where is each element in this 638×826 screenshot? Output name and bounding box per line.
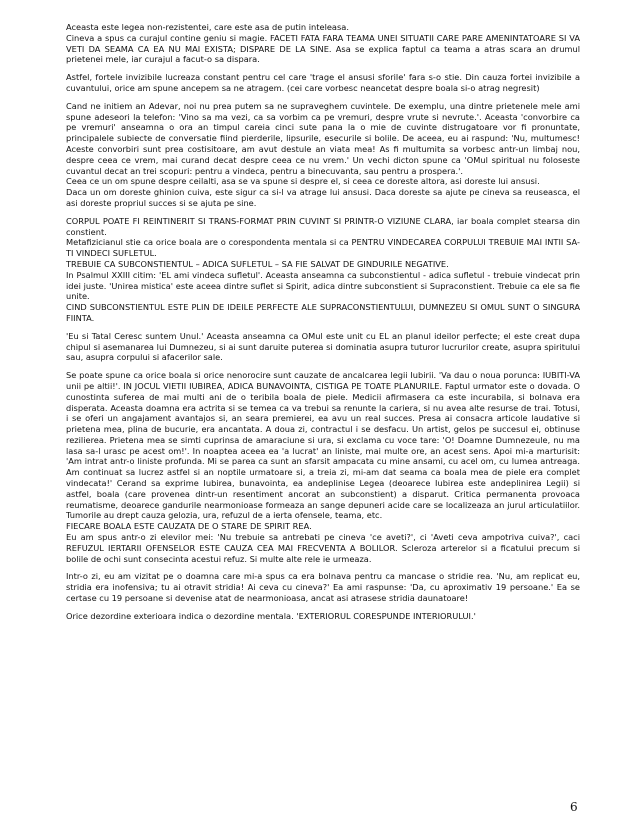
paragraph: CIND SUBCONSTIENTUL ESTE PLIN DE IDEILE PERFECTE ALE SUPRACONSTIENTULUI, DUMNEZEU SI OMUL SUNT O SINGURA FIINTA. bbox=[66, 302, 580, 323]
paragraph: Intr-o zi, eu am vizitat pe o doamna care mi-a spus ca era bolnava pentru ca mancase o stridie rea. 'Nu, am replicat eu, stridia era inofensiva; tu ai otravit stridia! Ai ceva cu cineva?' Ea ami raspunse: 'Da, cu aproximativ 19 persoane.' Ea se certase cu 19 persoane si devenise atat de nearmonioasa, ancat asi atrasese stridia daunatoare! bbox=[66, 571, 580, 604]
paragraph: CORPUL POATE FI REINTINERIT SI TRANS-FORMAT PRIN CUVINT SI PRINTR-O VIZIUNE CLARA, iar boala complet stearsa din constient. bbox=[66, 215, 580, 237]
paragraph: TREBUIE CA SUBCONSTIENTUL – ADICA SUFLETUL – SA FIE SALVAT DE GINDURILE NEGATIVE. bbox=[66, 258, 449, 269]
paragraph: Astfel, fortele invizibile lucreaza constant pentru cel care 'trage el ansusi sforile' fara s-o stie. Din cauza fortei invizibile a cuvantului, orice am spune ancepem sa ne atragem. (cei care vorbesc neancetat despre boala si-o atrag negresit) bbox=[66, 72, 580, 93]
document-body bbox=[66, 22, 580, 629]
paragraph: Cand ne initiem an Adevar, noi nu prea putem sa ne supraveghem cuvintele. De exemplu, una dintre prietenele mele ami spune adeseori la telefon: 'Vino sa ma vezi, ca sa vorbim ca pe vremuri, despre vrute si nevrute.'. Aceasta 'convorbire ca pe vremuri' anseamna o ora an timpul careia cinci sute pana la o mie de cuvinte distrugatoare vor fi pronuntate, principalele subiecte de conversatie fiind pierderile, lipsurile, esecurile si bolile. De aceea, eu ai raspund: 'Nu, multumesc! Aceste convorbiri sunt prea costisitoare, am avut destule an viata mea! As fi multumita sa vorbesc antr-un limbaj nou, despre ceea ce vrem, mai curand decat despre ceea ce nu vrem.' Un vechi dicton spune ca 'OMul spiritual nu foloseste cuvantul decat an trei scopuri: pentru a vindeca, pentru a binecuvanta, sau pentru a prospera.'. bbox=[66, 100, 580, 176]
page-number: 6 bbox=[570, 800, 578, 814]
paragraph: Cineva a spus ca curajul contine geniu si magie. FACETI FATA FARA TEAMA UNEI SITUATII CARE PARE AMENINTATOARE SI VA VETI DA SEAMA CA EA NU MAI EXISTA; DISPARE DE LA SINE. Asa se explica faptul ca teama a atras scara an drumul prietenei mele, iar curajul a facut-o sa dispara. bbox=[66, 32, 580, 65]
paragraph: Aceasta este legea non-rezistentei, care este asa de putin inteleasa. bbox=[66, 22, 349, 32]
paragraph: In Psalmul XXIII citim: 'EL ami vindeca sufletul'. Aceasta anseamna ca subconstientul - adica sufletul - trebuie vindecat prin idei juste. 'Unirea mistica' este aceea dintre suflet si Spirit, adica dintre subconstient si Supraconstient. Trebuie ca ele sa fie unite. bbox=[66, 269, 580, 302]
paragraph: Orice dezordine exterioara indica o dezordine mentala. 'EXTERIORUL CORESPUNDE INTERIORULUI.' bbox=[66, 610, 476, 621]
paragraph: Eu am spus antr-o zi elevilor mei: 'Nu trebuie sa antrebati pe cineva 'ce aveti?', ci 'Aveti ceva ampotriva cuiva?', caci REFUZUL IERTARII OFENSELOR ESTE CAUZA CEA MAI FRECVENTA A BOLILOR. Scleroza arterelor si a ficatului precum si bolile de ochi sunt consecinta acestui refuz. Si multe alte rele ie urmeaza. bbox=[66, 532, 580, 564]
paragraph: Se poate spune ca orice boala si orice nenorocire sunt cauzate de ancalcarea legii Iubirii. 'Va dau o noua porunca: IUBITI-VA unii pe altii!'. IN JOCUL VIETII IUBIREA, ADICA BUNAVOINTA, CISTIGA PE TOATE PLANURILE. Faptul urmator este o dovada. O cunostinta suferea de mai multi ani de o teribila boala de piele. Medicii afirmasera ca este incurabila, si bolnava era disperata. Aceasta doamna era actrita si se temea ca va trebui sa renunte la cariera, si nu avea alte resurse de trai. Totusi, i se oferi un angajament avantajos si, an seara premierei, ea avu un real succes. Presa ai consacra articole laudative si prietena mea, plina de bucurie, era ancantata. A doua zi, contractul i se desfacu. Un artist, gelos pe succesul ei, obtinuse rezilierea. Prietena mea se simti cuprinsa de amaraciune si ura, si exclama cu voce tare: 'O! Doamne Dumnezeule, nu ma lasa sa-l urasc pe acest om!'. In noaptea aceea ea 'a lucrat' an liniste, mai multe ore, an acest sens. Apoi mi-a marturisit: 'Am intrat antr-o liniste profunda. Mi se parea ca sunt an sfarsit ampacata cu mine ansami, cu acel om, cu lumea antreaga. Am continuat sa lucrez astfel si an noptile urmatoare si, a treia zi, mi-am dat seama ca boala mea de piele era complet vindecata!' Cerand sa exprime Iubirea, bunavointa, ea andeplinise Legea (deoarece Iubirea este andeplinirea Legii) si astfel, boala (care provenea dintr-un resentiment ancorat an subconstient) a disparut. Critica permanenta provoaca reumatisme, deoarece gandurile nearmonioase formeaza an sange depuneri acide care se localizeaza an jurul articulatiilor. Tumorile au drept cauza gelozia, ura, refuzul de a ierta ofensele, teama, etc. bbox=[66, 370, 580, 521]
paragraph: Metafizicianul stie ca orice boala are o corespondenta mentala si ca PENTRU VINDECAREA CORPULUI TREBUIE MAI INTII SA-TI VINDECI SUFLETUL. bbox=[66, 237, 580, 259]
paragraph: Ceea ce un om spune despre ceilalti, asa se va spune si despre el, si ceea ce doreste altora, asi doreste lui ansusi. bbox=[66, 176, 540, 187]
paragraph: FIECARE BOALA ESTE CAUZATA DE O STARE DE SPIRIT REA. bbox=[66, 521, 312, 532]
paragraph: 'Eu si Tatal Ceresc suntem Unul.' Aceasta anseamna ca OMul este unit cu EL an planul ideilor perfecte; el este creat dupa chipul si asemanarea lui Dumnezeu, si ai sunt daruite puterea si dominatia asupra tuturor lucrurilor create, asupra spiritului sau, asupra corpului si afacerilor sale. bbox=[66, 330, 580, 363]
paragraph: Daca un om doreste ghinion cuiva, este sigur ca si-l va atrage lui ansusi. Daca doreste sa ajute pe cineva sa reuseasca, el asi doreste propriul succes si se ajuta pe sine. bbox=[66, 187, 580, 208]
